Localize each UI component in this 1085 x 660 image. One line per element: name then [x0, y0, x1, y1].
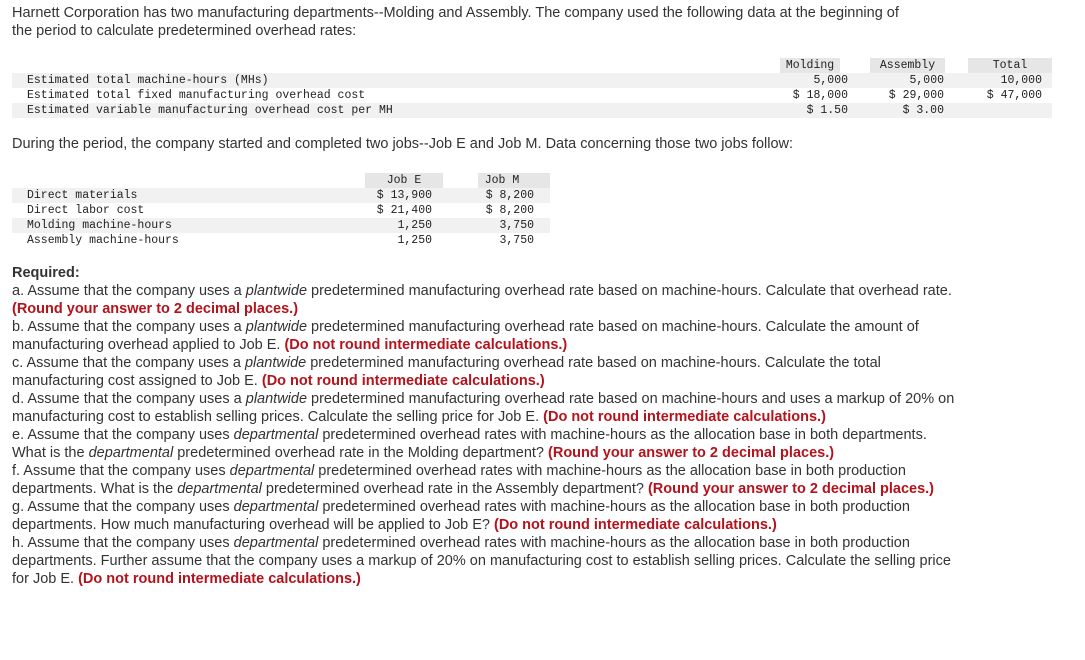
question-c — [12, 354, 962, 390]
molding-value: $ 1.50 — [806, 104, 848, 117]
question-emphasis: plantwide — [245, 391, 308, 407]
rounding-instruction: (Round your answer to 2 decimal places.) — [548, 445, 835, 461]
job-m-value: $ 8,200 — [485, 189, 534, 202]
question-emphasis: departmental — [88, 445, 174, 461]
question-b — [12, 318, 962, 354]
question-emphasis: departmental — [233, 427, 319, 443]
row-label: Estimated total machine-hours (MHs) — [27, 74, 269, 87]
question-text: predetermined manufacturing overhead rate based on machine-hours. Calculate the total manufacturing cost assigned to Job E. — [12, 355, 881, 389]
question-emphasis: plantwide — [245, 283, 308, 299]
rounding-instruction: (Do not round intermediate calculations.) — [543, 409, 826, 425]
rounding-instruction: (Round your answer to 2 decimal places.) — [12, 301, 299, 317]
col-header-job-e: Job E — [386, 174, 422, 187]
job-m-value: 3,750 — [499, 219, 534, 232]
jobs-intro-text: During the period, the company started and completed two jobs--Job E and Job M. Data concerning those two jobs follow: — [12, 136, 794, 152]
assembly-value: 5,000 — [909, 74, 944, 87]
table-row — [0, 188, 560, 203]
question-text: predetermined overhead rates with machine-hours as the allocation base in both production departments. How much manufacturing overhead will be applied to Job E? — [12, 499, 910, 533]
question-emphasis: plantwide — [245, 319, 308, 335]
question-text: predetermined manufacturing overhead rate based on machine-hours. Calculate that overhead rate. — [307, 283, 952, 299]
assembly-value: $ 29,000 — [888, 89, 944, 102]
question-text: f. Assume that the company uses — [12, 463, 230, 479]
job-e-value: $ 21,400 — [376, 204, 432, 217]
rounding-instruction: (Round your answer to 2 decimal places.) — [647, 481, 934, 497]
row-label: Assembly machine-hours — [27, 234, 179, 247]
question-emphasis: departmental — [233, 535, 319, 551]
question-a — [12, 282, 962, 318]
job-e-value: $ 13,900 — [376, 189, 432, 202]
row-label: Direct materials — [27, 189, 138, 202]
question-text: predetermined overhead rate in the Molding department? — [173, 445, 549, 461]
col-header-molding: Molding — [785, 59, 835, 72]
total-value: 10,000 — [1000, 74, 1042, 87]
question-emphasis: departmental — [233, 499, 319, 515]
total-value: $ 47,000 — [986, 89, 1042, 102]
table-row — [0, 218, 560, 233]
question-text: predetermined manufacturing overhead rate based on machine-hours and uses a markup of 20% on manufacturing cost to establish selling prices. Calculate the selling price for Job E. — [12, 391, 955, 425]
rounding-instruction: (Do not round intermediate calculations.) — [78, 571, 361, 587]
question-f — [12, 462, 962, 498]
question-text: h. Assume that the company uses — [12, 535, 234, 551]
question-text: e. Assume that the company uses — [12, 427, 234, 443]
question-h — [12, 534, 962, 588]
row-label: Estimated total fixed manufacturing overhead cost — [27, 89, 366, 102]
question-text: predetermined overhead rate in the Assembly department? — [261, 481, 648, 497]
table-row — [0, 203, 560, 218]
table-row — [0, 103, 1085, 118]
row-label: Direct labor cost — [27, 204, 145, 217]
table-row — [0, 233, 560, 248]
question-emphasis: departmental — [177, 481, 262, 497]
question-text: g. Assume that the company uses — [12, 499, 234, 515]
col-header-total: Total — [992, 59, 1028, 72]
molding-value: 5,000 — [813, 74, 848, 87]
job-m-value: $ 8,200 — [485, 204, 534, 217]
table2-header-row — [0, 173, 560, 188]
question-e — [12, 426, 962, 462]
table1-header-row — [0, 58, 1085, 73]
required-section — [12, 264, 962, 588]
row-label: Molding machine-hours — [27, 219, 172, 232]
rounding-instruction: (Do not round intermediate calculations.) — [261, 373, 545, 389]
rounding-instruction: (Do not round intermediate calculations.) — [284, 337, 568, 353]
table-row — [0, 73, 1085, 88]
question-text: c. Assume that the company uses a — [12, 355, 245, 371]
job-e-value: 1,250 — [397, 219, 432, 232]
molding-value: $ 18,000 — [792, 89, 848, 102]
question-emphasis: plantwide — [244, 355, 307, 371]
question-text: predetermined overhead rates with machine-hours as the allocation base in both production departments. What is the — [12, 463, 906, 497]
question-text: predetermined overhead rates with machine-hours as the allocation base in both production departments. Further assume that the company uses a markup of 20% on manufacturing cost to establish selling prices. Calculate the selling price for Job E. — [12, 535, 951, 587]
assembly-value: $ 3.00 — [902, 104, 944, 117]
question-d — [12, 390, 962, 426]
rounding-instruction: (Do not round intermediate calculations.) — [494, 517, 777, 533]
col-header-job-m: Job M — [484, 174, 520, 187]
question-text: b. Assume that the company uses a — [12, 319, 246, 335]
question-text: predetermined manufacturing overhead rate based on machine-hours. Calculate the amount of manufacturing overhead applied to Job E. — [12, 319, 919, 353]
required-heading: Required: — [12, 265, 80, 281]
job-e-value: 1,250 — [397, 234, 432, 247]
row-label: Estimated variable manufacturing overhead cost per MH — [27, 104, 393, 117]
col-header-assembly: Assembly — [879, 59, 936, 72]
question-text: predetermined overhead rates with machine-hours as the allocation base in both departments. What is the — [12, 427, 927, 461]
intro-text: Harnett Corporation has two manufacturing departments--Molding and Assembly. The company used the following data at the beginning of the period to calculate predetermined overhead rates: — [12, 5, 899, 39]
job-m-value: 3,750 — [499, 234, 534, 247]
question-emphasis: departmental — [229, 463, 315, 479]
question-text: a. Assume that the company uses a — [12, 283, 246, 299]
table-row — [0, 88, 1085, 103]
question-text: d. Assume that the company uses a — [12, 391, 246, 407]
question-g — [12, 498, 962, 534]
